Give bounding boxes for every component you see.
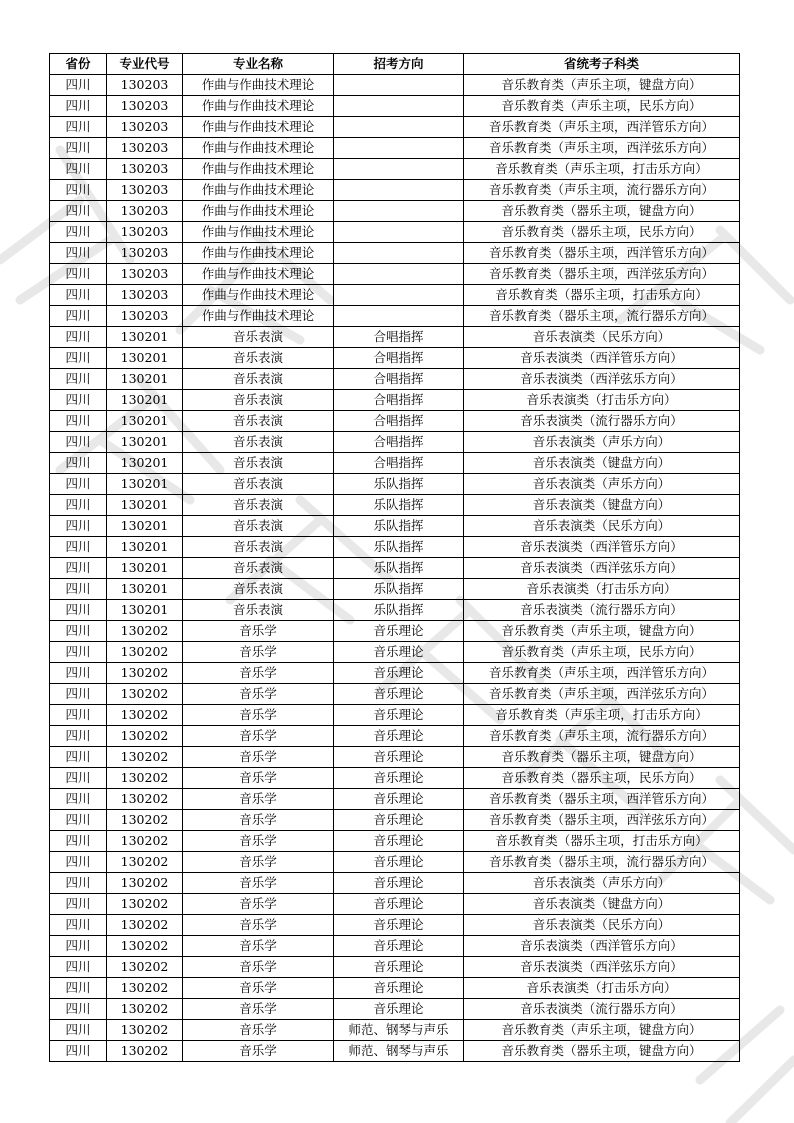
cell-major-code: 130203 xyxy=(107,96,183,117)
data-table xyxy=(49,53,740,1062)
cell-major-name: 音乐学 xyxy=(183,621,334,642)
table-row xyxy=(50,222,740,243)
cell-major-name: 音乐学 xyxy=(183,957,334,978)
cell-direction xyxy=(334,117,464,138)
cell-major-name: 作曲与作曲技术理论 xyxy=(183,222,334,243)
cell-subcategory: 音乐表演类（打击乐方向） xyxy=(464,978,740,999)
cell-major-code: 130202 xyxy=(107,642,183,663)
cell-major-name: 作曲与作曲技术理论 xyxy=(183,75,334,96)
cell-subcategory: 音乐教育类（器乐主项，民乐方向） xyxy=(464,768,740,789)
cell-province: 四川 xyxy=(50,747,107,768)
table-row xyxy=(50,726,740,747)
table-header-row xyxy=(50,54,740,75)
cell-subcategory: 音乐表演类（西洋管乐方向） xyxy=(464,348,740,369)
cell-subcategory: 音乐表演类（西洋弦乐方向） xyxy=(464,369,740,390)
cell-province: 四川 xyxy=(50,873,107,894)
cell-province: 四川 xyxy=(50,411,107,432)
cell-major-name: 音乐学 xyxy=(183,1020,334,1041)
cell-major-name: 音乐学 xyxy=(183,726,334,747)
table-body xyxy=(50,75,740,1062)
cell-subcategory: 音乐表演类（声乐方向） xyxy=(464,432,740,453)
cell-direction xyxy=(334,96,464,117)
cell-major-code: 130203 xyxy=(107,306,183,327)
table-row xyxy=(50,915,740,936)
table-row xyxy=(50,684,740,705)
cell-subcategory: 音乐教育类（声乐主项，西洋弦乐方向） xyxy=(464,138,740,159)
cell-province: 四川 xyxy=(50,96,107,117)
cell-major-name: 音乐学 xyxy=(183,642,334,663)
cell-major-code: 130202 xyxy=(107,1041,183,1062)
cell-major-code: 130202 xyxy=(107,663,183,684)
cell-major-code: 130201 xyxy=(107,579,183,600)
cell-direction: 音乐理论 xyxy=(334,894,464,915)
cell-subcategory: 音乐表演类（民乐方向） xyxy=(464,327,740,348)
table-row xyxy=(50,75,740,96)
cell-subcategory: 音乐教育类（声乐主项，键盘方向） xyxy=(464,1020,740,1041)
cell-major-name: 音乐表演 xyxy=(183,369,334,390)
cell-direction xyxy=(334,243,464,264)
cell-direction: 合唱指挥 xyxy=(334,411,464,432)
table-row xyxy=(50,411,740,432)
table-row xyxy=(50,285,740,306)
cell-major-name: 音乐学 xyxy=(183,747,334,768)
cell-province: 四川 xyxy=(50,138,107,159)
cell-major-name: 音乐表演 xyxy=(183,411,334,432)
cell-province: 四川 xyxy=(50,285,107,306)
cell-direction xyxy=(334,264,464,285)
cell-major-name: 作曲与作曲技术理论 xyxy=(183,264,334,285)
cell-direction: 合唱指挥 xyxy=(334,432,464,453)
cell-major-code: 130203 xyxy=(107,138,183,159)
cell-direction: 音乐理论 xyxy=(334,789,464,810)
table-row xyxy=(50,180,740,201)
cell-direction: 师范、钢琴与声乐 xyxy=(334,1020,464,1041)
cell-major-name: 音乐学 xyxy=(183,789,334,810)
cell-direction xyxy=(334,201,464,222)
cell-major-code: 130201 xyxy=(107,537,183,558)
cell-major-code: 130201 xyxy=(107,369,183,390)
table-row xyxy=(50,852,740,873)
cell-subcategory: 音乐教育类（器乐主项，键盘方向） xyxy=(464,201,740,222)
cell-direction: 合唱指挥 xyxy=(334,453,464,474)
header-subcategory: 省统考子科类 xyxy=(464,54,740,75)
cell-direction: 音乐理论 xyxy=(334,621,464,642)
cell-major-code: 130201 xyxy=(107,390,183,411)
cell-major-code: 130202 xyxy=(107,957,183,978)
table-row xyxy=(50,516,740,537)
cell-major-name: 音乐学 xyxy=(183,684,334,705)
table-row xyxy=(50,327,740,348)
cell-major-code: 130201 xyxy=(107,411,183,432)
table-row xyxy=(50,1020,740,1041)
cell-major-name: 作曲与作曲技术理论 xyxy=(183,117,334,138)
cell-direction: 音乐理论 xyxy=(334,831,464,852)
table-row xyxy=(50,957,740,978)
cell-subcategory: 音乐教育类（器乐主项，流行器乐方向） xyxy=(464,306,740,327)
cell-subcategory: 音乐表演类（打击乐方向） xyxy=(464,579,740,600)
cell-major-name: 音乐表演 xyxy=(183,579,334,600)
cell-province: 四川 xyxy=(50,558,107,579)
cell-major-name: 音乐学 xyxy=(183,831,334,852)
table-row xyxy=(50,768,740,789)
cell-direction: 合唱指挥 xyxy=(334,390,464,411)
cell-major-code: 130202 xyxy=(107,705,183,726)
cell-major-code: 130201 xyxy=(107,453,183,474)
table-row xyxy=(50,201,740,222)
cell-province: 四川 xyxy=(50,768,107,789)
cell-province: 四川 xyxy=(50,516,107,537)
cell-province: 四川 xyxy=(50,957,107,978)
table-row xyxy=(50,831,740,852)
cell-province: 四川 xyxy=(50,495,107,516)
cell-direction: 合唱指挥 xyxy=(334,369,464,390)
cell-direction: 音乐理论 xyxy=(334,726,464,747)
cell-direction: 音乐理论 xyxy=(334,663,464,684)
header-direction: 招考方向 xyxy=(334,54,464,75)
cell-major-name: 音乐学 xyxy=(183,978,334,999)
cell-direction: 音乐理论 xyxy=(334,705,464,726)
table-row xyxy=(50,894,740,915)
cell-province: 四川 xyxy=(50,159,107,180)
cell-province: 四川 xyxy=(50,642,107,663)
cell-major-name: 作曲与作曲技术理论 xyxy=(183,306,334,327)
cell-province: 四川 xyxy=(50,537,107,558)
cell-direction: 音乐理论 xyxy=(334,768,464,789)
cell-subcategory: 音乐表演类（流行器乐方向） xyxy=(464,411,740,432)
table-row xyxy=(50,1041,740,1062)
cell-province: 四川 xyxy=(50,453,107,474)
cell-major-name: 音乐表演 xyxy=(183,432,334,453)
cell-major-name: 音乐学 xyxy=(183,999,334,1020)
table-row xyxy=(50,348,740,369)
header-major-name: 专业名称 xyxy=(183,54,334,75)
cell-subcategory: 音乐教育类（声乐主项，西洋弦乐方向） xyxy=(464,684,740,705)
cell-direction: 音乐理论 xyxy=(334,684,464,705)
cell-major-name: 音乐学 xyxy=(183,915,334,936)
cell-direction: 乐队指挥 xyxy=(334,579,464,600)
cell-province: 四川 xyxy=(50,852,107,873)
cell-major-name: 音乐学 xyxy=(183,936,334,957)
cell-subcategory: 音乐教育类（器乐主项，打击乐方向） xyxy=(464,831,740,852)
cell-subcategory: 音乐教育类（声乐主项，民乐方向） xyxy=(464,642,740,663)
cell-direction xyxy=(334,306,464,327)
cell-subcategory: 音乐表演类（西洋管乐方向） xyxy=(464,936,740,957)
cell-province: 四川 xyxy=(50,600,107,621)
cell-major-code: 130203 xyxy=(107,75,183,96)
cell-province: 四川 xyxy=(50,180,107,201)
cell-subcategory: 音乐教育类（声乐主项，民乐方向） xyxy=(464,96,740,117)
cell-major-name: 音乐学 xyxy=(183,768,334,789)
cell-major-code: 130201 xyxy=(107,516,183,537)
cell-major-code: 130202 xyxy=(107,894,183,915)
cell-major-code: 130202 xyxy=(107,978,183,999)
cell-subcategory: 音乐教育类（器乐主项，打击乐方向） xyxy=(464,285,740,306)
table-row xyxy=(50,474,740,495)
cell-major-code: 130201 xyxy=(107,432,183,453)
cell-major-name: 作曲与作曲技术理论 xyxy=(183,159,334,180)
cell-subcategory: 音乐教育类（器乐主项，西洋弦乐方向） xyxy=(464,810,740,831)
cell-major-name: 音乐表演 xyxy=(183,516,334,537)
cell-province: 四川 xyxy=(50,810,107,831)
cell-province: 四川 xyxy=(50,789,107,810)
cell-subcategory: 音乐教育类（器乐主项，民乐方向） xyxy=(464,222,740,243)
cell-major-code: 130202 xyxy=(107,936,183,957)
cell-subcategory: 音乐教育类（器乐主项，键盘方向） xyxy=(464,747,740,768)
cell-province: 四川 xyxy=(50,243,107,264)
cell-major-code: 130201 xyxy=(107,558,183,579)
cell-subcategory: 音乐表演类（声乐方向） xyxy=(464,873,740,894)
cell-direction xyxy=(334,159,464,180)
cell-major-code: 130202 xyxy=(107,768,183,789)
cell-subcategory: 音乐教育类（器乐主项，西洋管乐方向） xyxy=(464,243,740,264)
cell-major-name: 作曲与作曲技术理论 xyxy=(183,96,334,117)
cell-subcategory: 音乐教育类（器乐主项，流行器乐方向） xyxy=(464,852,740,873)
cell-major-code: 130201 xyxy=(107,600,183,621)
cell-direction xyxy=(334,75,464,96)
cell-major-code: 130202 xyxy=(107,873,183,894)
table-row xyxy=(50,390,740,411)
table-row xyxy=(50,873,740,894)
cell-major-name: 音乐表演 xyxy=(183,600,334,621)
cell-subcategory: 音乐表演类（民乐方向） xyxy=(464,516,740,537)
table-row xyxy=(50,747,740,768)
cell-major-code: 130202 xyxy=(107,999,183,1020)
cell-direction: 乐队指挥 xyxy=(334,516,464,537)
cell-major-code: 130203 xyxy=(107,180,183,201)
cell-province: 四川 xyxy=(50,894,107,915)
cell-province: 四川 xyxy=(50,348,107,369)
cell-subcategory: 音乐表演类（西洋弦乐方向） xyxy=(464,558,740,579)
cell-province: 四川 xyxy=(50,831,107,852)
cell-province: 四川 xyxy=(50,915,107,936)
cell-major-name: 作曲与作曲技术理论 xyxy=(183,180,334,201)
cell-province: 四川 xyxy=(50,579,107,600)
cell-direction xyxy=(334,180,464,201)
cell-direction: 乐队指挥 xyxy=(334,495,464,516)
table-row xyxy=(50,789,740,810)
cell-subcategory: 音乐表演类（流行器乐方向） xyxy=(464,999,740,1020)
cell-direction: 乐队指挥 xyxy=(334,600,464,621)
cell-major-code: 130201 xyxy=(107,495,183,516)
cell-province: 四川 xyxy=(50,222,107,243)
cell-major-code: 130203 xyxy=(107,243,183,264)
cell-province: 四川 xyxy=(50,705,107,726)
table-row xyxy=(50,642,740,663)
cell-major-code: 130202 xyxy=(107,852,183,873)
cell-major-name: 音乐表演 xyxy=(183,474,334,495)
cell-major-code: 130202 xyxy=(107,810,183,831)
cell-direction: 音乐理论 xyxy=(334,810,464,831)
cell-major-name: 音乐学 xyxy=(183,873,334,894)
cell-major-name: 音乐表演 xyxy=(183,327,334,348)
cell-direction: 音乐理论 xyxy=(334,957,464,978)
cell-major-name: 音乐表演 xyxy=(183,453,334,474)
cell-direction: 师范、钢琴与声乐 xyxy=(334,1041,464,1062)
cell-subcategory: 音乐表演类（西洋弦乐方向） xyxy=(464,957,740,978)
cell-province: 四川 xyxy=(50,75,107,96)
table-row xyxy=(50,159,740,180)
cell-major-name: 音乐学 xyxy=(183,1041,334,1062)
table-row xyxy=(50,936,740,957)
table-row xyxy=(50,432,740,453)
cell-subcategory: 音乐表演类（流行器乐方向） xyxy=(464,600,740,621)
table-row xyxy=(50,663,740,684)
cell-direction: 音乐理论 xyxy=(334,915,464,936)
cell-direction: 音乐理论 xyxy=(334,747,464,768)
cell-subcategory: 音乐教育类（声乐主项，流行器乐方向） xyxy=(464,726,740,747)
cell-province: 四川 xyxy=(50,684,107,705)
table-row xyxy=(50,138,740,159)
cell-direction xyxy=(334,222,464,243)
cell-direction: 乐队指挥 xyxy=(334,537,464,558)
cell-direction: 合唱指挥 xyxy=(334,348,464,369)
cell-subcategory: 音乐表演类（键盘方向） xyxy=(464,495,740,516)
cell-major-name: 音乐表演 xyxy=(183,390,334,411)
cell-major-code: 130203 xyxy=(107,117,183,138)
table-row xyxy=(50,264,740,285)
cell-major-code: 130202 xyxy=(107,915,183,936)
cell-major-name: 音乐学 xyxy=(183,810,334,831)
table-row xyxy=(50,558,740,579)
cell-major-code: 130202 xyxy=(107,684,183,705)
cell-subcategory: 音乐教育类（声乐主项，打击乐方向） xyxy=(464,159,740,180)
cell-direction: 乐队指挥 xyxy=(334,558,464,579)
cell-subcategory: 音乐教育类（器乐主项，键盘方向） xyxy=(464,1041,740,1062)
table-row xyxy=(50,600,740,621)
cell-province: 四川 xyxy=(50,1041,107,1062)
cell-subcategory: 音乐表演类（西洋管乐方向） xyxy=(464,537,740,558)
cell-subcategory: 音乐教育类（声乐主项，打击乐方向） xyxy=(464,705,740,726)
table-row xyxy=(50,621,740,642)
cell-direction xyxy=(334,138,464,159)
cell-major-code: 130203 xyxy=(107,201,183,222)
cell-major-name: 作曲与作曲技术理论 xyxy=(183,138,334,159)
cell-major-code: 130202 xyxy=(107,789,183,810)
cell-major-code: 130203 xyxy=(107,285,183,306)
table-row xyxy=(50,369,740,390)
cell-province: 四川 xyxy=(50,726,107,747)
cell-subcategory: 音乐教育类（声乐主项，流行器乐方向） xyxy=(464,180,740,201)
table-row xyxy=(50,96,740,117)
cell-subcategory: 音乐表演类（键盘方向） xyxy=(464,894,740,915)
cell-province: 四川 xyxy=(50,474,107,495)
cell-major-code: 130202 xyxy=(107,621,183,642)
cell-subcategory: 音乐表演类（声乐方向） xyxy=(464,474,740,495)
cell-province: 四川 xyxy=(50,306,107,327)
cell-direction: 音乐理论 xyxy=(334,936,464,957)
cell-province: 四川 xyxy=(50,432,107,453)
table-row xyxy=(50,810,740,831)
cell-province: 四川 xyxy=(50,936,107,957)
cell-major-code: 130203 xyxy=(107,159,183,180)
cell-subcategory: 音乐教育类（器乐主项，西洋管乐方向） xyxy=(464,789,740,810)
table-row xyxy=(50,978,740,999)
table-row xyxy=(50,243,740,264)
cell-major-code: 130202 xyxy=(107,726,183,747)
cell-subcategory: 音乐表演类（打击乐方向） xyxy=(464,390,740,411)
cell-major-code: 130201 xyxy=(107,348,183,369)
cell-subcategory: 音乐表演类（民乐方向） xyxy=(464,915,740,936)
cell-major-name: 作曲与作曲技术理论 xyxy=(183,285,334,306)
cell-subcategory: 音乐教育类（器乐主项，西洋弦乐方向） xyxy=(464,264,740,285)
cell-province: 四川 xyxy=(50,621,107,642)
cell-major-name: 音乐表演 xyxy=(183,537,334,558)
cell-subcategory: 音乐表演类（键盘方向） xyxy=(464,453,740,474)
cell-direction: 音乐理论 xyxy=(334,642,464,663)
cell-direction xyxy=(334,285,464,306)
cell-subcategory: 音乐教育类（声乐主项，键盘方向） xyxy=(464,75,740,96)
cell-province: 四川 xyxy=(50,978,107,999)
cell-major-code: 130201 xyxy=(107,327,183,348)
cell-direction: 合唱指挥 xyxy=(334,327,464,348)
cell-major-code: 130203 xyxy=(107,222,183,243)
table-row xyxy=(50,306,740,327)
cell-province: 四川 xyxy=(50,201,107,222)
cell-major-name: 音乐学 xyxy=(183,663,334,684)
cell-major-code: 130202 xyxy=(107,747,183,768)
cell-major-code: 130201 xyxy=(107,474,183,495)
header-major-code: 专业代号 xyxy=(107,54,183,75)
cell-major-name: 音乐学 xyxy=(183,705,334,726)
cell-province: 四川 xyxy=(50,999,107,1020)
cell-major-name: 作曲与作曲技术理论 xyxy=(183,201,334,222)
table-row xyxy=(50,579,740,600)
cell-direction: 乐队指挥 xyxy=(334,474,464,495)
cell-direction: 音乐理论 xyxy=(334,978,464,999)
cell-major-name: 音乐学 xyxy=(183,894,334,915)
cell-province: 四川 xyxy=(50,369,107,390)
cell-province: 四川 xyxy=(50,663,107,684)
cell-province: 四川 xyxy=(50,1020,107,1041)
cell-province: 四川 xyxy=(50,390,107,411)
cell-major-name: 音乐表演 xyxy=(183,558,334,579)
cell-direction: 音乐理论 xyxy=(334,852,464,873)
cell-major-code: 130202 xyxy=(107,1020,183,1041)
table-row xyxy=(50,495,740,516)
header-province: 省份 xyxy=(50,54,107,75)
cell-major-name: 音乐表演 xyxy=(183,348,334,369)
table-row xyxy=(50,999,740,1020)
cell-subcategory: 音乐教育类（声乐主项，西洋管乐方向） xyxy=(464,117,740,138)
cell-major-code: 130203 xyxy=(107,264,183,285)
cell-major-name: 音乐学 xyxy=(183,852,334,873)
table-row xyxy=(50,705,740,726)
cell-subcategory: 音乐教育类（声乐主项，键盘方向） xyxy=(464,621,740,642)
table-row xyxy=(50,453,740,474)
cell-province: 四川 xyxy=(50,117,107,138)
cell-major-name: 作曲与作曲技术理论 xyxy=(183,243,334,264)
cell-subcategory: 音乐教育类（声乐主项，西洋管乐方向） xyxy=(464,663,740,684)
cell-direction: 音乐理论 xyxy=(334,999,464,1020)
table-row xyxy=(50,117,740,138)
cell-major-name: 音乐表演 xyxy=(183,495,334,516)
cell-major-code: 130202 xyxy=(107,831,183,852)
cell-direction: 音乐理论 xyxy=(334,873,464,894)
cell-province: 四川 xyxy=(50,264,107,285)
table-row xyxy=(50,537,740,558)
cell-province: 四川 xyxy=(50,327,107,348)
